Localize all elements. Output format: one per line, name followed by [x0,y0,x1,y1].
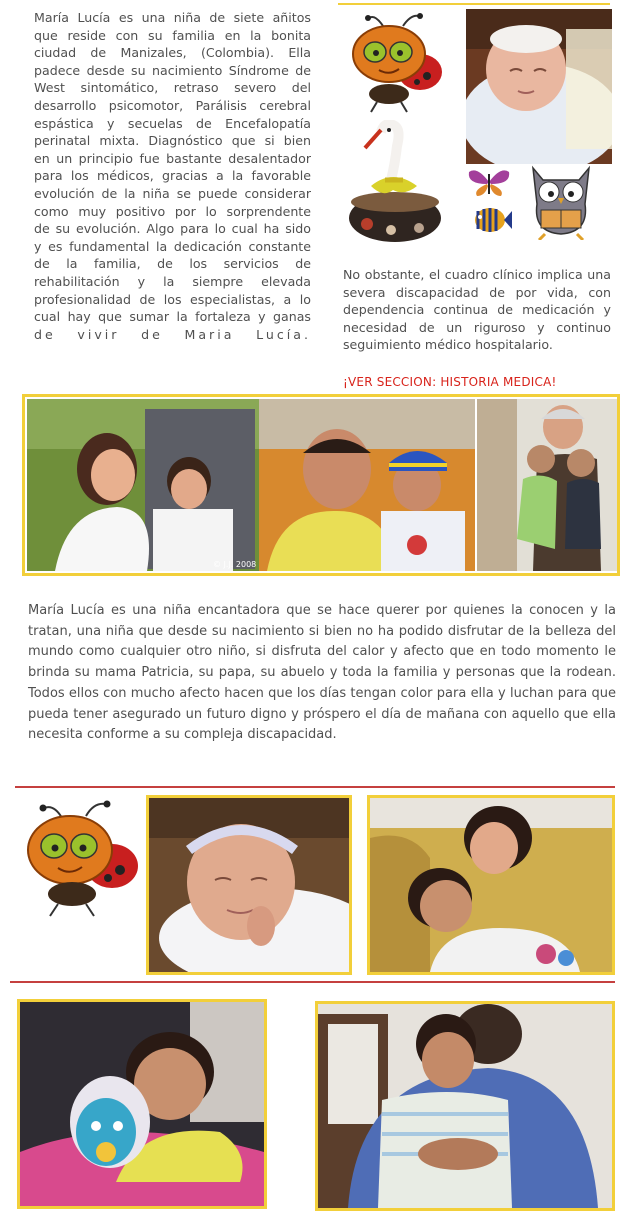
intro-line: cual hay que sumar la fortaleza y ganas [34,309,311,325]
medical-history-link[interactable]: ¡VER SECCION: HISTORIA MEDICA! [343,375,557,389]
intro-line: María Lucía es una niña de siete añitos [34,10,311,25]
father-photo [259,399,475,571]
intro-line: como muy positivo por lo sorprendente [34,203,311,219]
intro-line: de su evolución. Algo para lo cual ha sido [34,221,311,237]
baby-photo [466,9,612,164]
mother-photo [27,399,259,571]
photo-caption: © J.J. 2008 [213,560,257,569]
butterfly-icon [467,166,511,198]
stork-icon [345,120,445,245]
owl-reading-icon [525,164,597,240]
note-paragraph: No obstante, el cuadro clínico implica una severa discapacidad de por vida, con dependencia continua de medicación y necesidad de un riguroso y continuo seguimiento médico hospitalario. [343,267,611,353]
sisters-photo [367,795,615,975]
holding-photo [315,1001,615,1211]
intro-line: perinatal mixta. Diagnóstico que si bien [34,133,311,149]
intro-line: ciudad de Manizales, (Colombia). Ella [34,45,311,61]
intro-line: West sintomático, retraso severo del [34,80,311,96]
intro-line: en un principio fue bastante desalentador [34,150,311,166]
family-photo-strip [22,394,620,576]
top-rule [338,3,610,5]
ladybug-icon [20,800,140,920]
intro-line: desarrollo psicomotor, Parálisis cerebral [34,97,311,113]
grandfather-photo [477,399,617,571]
intro-line: de la familia, de los servicios de [34,256,311,272]
intro-line: para los médicos, gracias a la favorable [34,168,311,184]
intro-line: profesionalidad de los especialistas, a lo [34,291,311,307]
intro-line: evolución de la niña se puede considerar [34,185,311,201]
intro-line: de vivir de Maria Lucía. [34,326,311,342]
ladybug-icon [345,12,445,117]
divider-rule [15,786,615,788]
intro-line: que reside con su familia en la bonita [34,27,311,43]
intro-line: padece desde su nacimiento Síndrome de [34,62,311,78]
intro-line: rehabilitación y la siempre elevada [34,273,311,289]
story-paragraph: María Lucía es una niña encantadora que se hace querer por quienes la conocen y la tratan, una niña que desde su nacimiento si bien no ha podido disfrutar de la belleza del mundo como cualquier otro niño, si disfruta del calor y afecto que en todo momento le brinda su mama Patricia, su papa, su abuelo y toda la familia y personas que la rodean. Todos ellos con mucho afecto hacen que los días tengan color para ella y luchan para que pueda tener asegurado un futuro digno y próspero el día de mañana con aquello que ella necesita conforme a su compleja discapacidad. [28,603,616,743]
sleeping-photo [146,795,352,975]
fish-icon [472,205,512,235]
intro-paragraph [34,9,311,343]
toy-photo [17,999,267,1209]
intro-line: espástica y secuelas de Encefalopatía [34,115,311,131]
intro-line: y es fundamental la dedicación constante [34,238,311,254]
divider-rule [10,981,615,983]
